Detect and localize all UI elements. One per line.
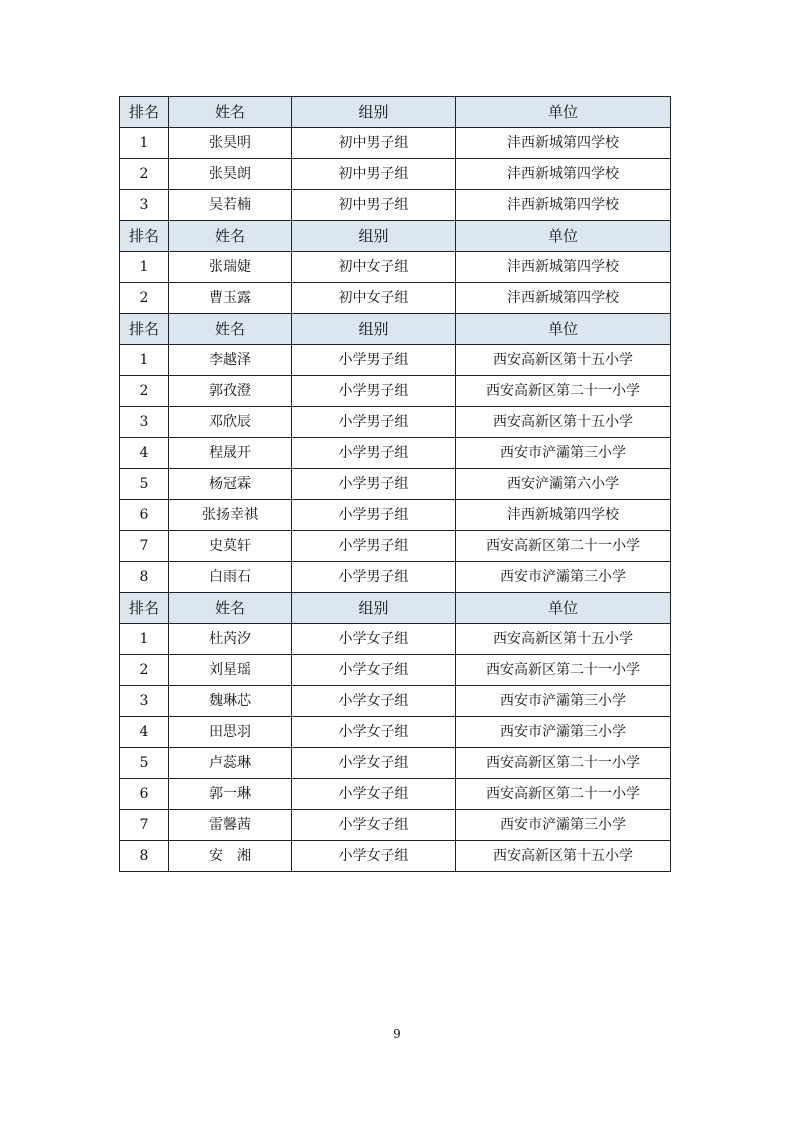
- cell-rank: 8: [120, 562, 169, 593]
- cell-rank: 5: [120, 748, 169, 779]
- cell-group: 小学女子组: [292, 748, 456, 779]
- cell-unit: 沣西新城第四学校: [456, 128, 671, 159]
- cell-rank: 1: [120, 624, 169, 655]
- cell-unit: 西安市浐灞第三小学: [456, 810, 671, 841]
- cell-group: 小学女子组: [292, 686, 456, 717]
- table-row: [120, 438, 671, 469]
- cell-unit: 西安高新区第二十一小学: [456, 531, 671, 562]
- cell-name: 史莫轩: [169, 531, 292, 562]
- cell-unit: 沣西新城第四学校: [456, 500, 671, 531]
- cell-rank: 1: [120, 128, 169, 159]
- cell-name: 杜芮汐: [169, 624, 292, 655]
- cell-group: 小学男子组: [292, 407, 456, 438]
- cell-group: 初中男子组: [292, 159, 456, 190]
- cell-unit: 西安高新区第十五小学: [456, 345, 671, 376]
- table-row: [120, 190, 671, 221]
- cell-rank: 7: [120, 531, 169, 562]
- cell-group: 小学男子组: [292, 376, 456, 407]
- header-cell-unit: 单位: [456, 97, 671, 128]
- cell-name: 雷馨茜: [169, 810, 292, 841]
- table-row: [120, 128, 671, 159]
- cell-group: 小学男子组: [292, 531, 456, 562]
- header-cell-group: 组别: [292, 314, 456, 345]
- cell-group: 初中女子组: [292, 252, 456, 283]
- cell-group: 小学女子组: [292, 717, 456, 748]
- cell-group: 小学男子组: [292, 438, 456, 469]
- cell-unit: 西安高新区第十五小学: [456, 624, 671, 655]
- table-row: [120, 748, 671, 779]
- cell-rank: 3: [120, 190, 169, 221]
- header-row: [120, 221, 671, 252]
- cell-rank: 2: [120, 159, 169, 190]
- cell-unit: 西安市浐灞第三小学: [456, 717, 671, 748]
- table-row: [120, 531, 671, 562]
- cell-rank: 6: [120, 779, 169, 810]
- table-row: [120, 252, 671, 283]
- table-row: [120, 779, 671, 810]
- header-cell-name: 姓名: [169, 314, 292, 345]
- results-table: [119, 96, 671, 872]
- cell-name: 曹玉露: [169, 283, 292, 314]
- cell-name: 郭一琳: [169, 779, 292, 810]
- cell-name: 安 湘: [169, 841, 292, 872]
- cell-unit: 西安高新区第二十一小学: [456, 748, 671, 779]
- table-row: [120, 407, 671, 438]
- cell-name: 吴若楠: [169, 190, 292, 221]
- cell-group: 初中男子组: [292, 190, 456, 221]
- cell-name: 卢蕊琳: [169, 748, 292, 779]
- cell-rank: 4: [120, 438, 169, 469]
- table-row: [120, 810, 671, 841]
- cell-unit: 西安高新区第十五小学: [456, 407, 671, 438]
- cell-rank: 2: [120, 376, 169, 407]
- cell-name: 魏琳芯: [169, 686, 292, 717]
- cell-group: 小学男子组: [292, 345, 456, 376]
- cell-rank: 1: [120, 345, 169, 376]
- cell-name: 邓欣辰: [169, 407, 292, 438]
- cell-unit: 沣西新城第四学校: [456, 283, 671, 314]
- table-row: [120, 686, 671, 717]
- header-cell-unit: 单位: [456, 314, 671, 345]
- page-number: 9: [393, 1027, 401, 1041]
- cell-name: 李越泽: [169, 345, 292, 376]
- table-row: [120, 159, 671, 190]
- cell-unit: 沣西新城第四学校: [456, 190, 671, 221]
- cell-name: 程晟开: [169, 438, 292, 469]
- cell-name: 郭孜澄: [169, 376, 292, 407]
- cell-group: 小学男子组: [292, 562, 456, 593]
- table-row: [120, 655, 671, 686]
- cell-unit: 沣西新城第四学校: [456, 159, 671, 190]
- cell-name: 张扬幸祺: [169, 500, 292, 531]
- cell-rank: 2: [120, 655, 169, 686]
- header-cell-unit: 单位: [456, 593, 671, 624]
- header-cell-group: 组别: [292, 593, 456, 624]
- header-cell-unit: 单位: [456, 221, 671, 252]
- table-row: [120, 562, 671, 593]
- cell-group: 小学女子组: [292, 841, 456, 872]
- cell-rank: 8: [120, 841, 169, 872]
- table-row: [120, 841, 671, 872]
- header-cell-group: 组别: [292, 221, 456, 252]
- cell-unit: 西安高新区第二十一小学: [456, 376, 671, 407]
- cell-unit: 西安浐灞第六小学: [456, 469, 671, 500]
- cell-group: 初中男子组: [292, 128, 456, 159]
- cell-unit: 西安市浐灞第三小学: [456, 562, 671, 593]
- cell-rank: 6: [120, 500, 169, 531]
- cell-unit: 西安市浐灞第三小学: [456, 438, 671, 469]
- header-cell-group: 组别: [292, 97, 456, 128]
- header-cell-rank: 排名: [120, 221, 169, 252]
- cell-unit: 西安市浐灞第三小学: [456, 686, 671, 717]
- cell-rank: 7: [120, 810, 169, 841]
- cell-name: 刘星瑶: [169, 655, 292, 686]
- cell-group: 小学女子组: [292, 810, 456, 841]
- table-row: [120, 717, 671, 748]
- table-row: [120, 500, 671, 531]
- cell-name: 杨冠霖: [169, 469, 292, 500]
- table-row: [120, 283, 671, 314]
- table-row: [120, 376, 671, 407]
- cell-group: 初中女子组: [292, 283, 456, 314]
- header-row: [120, 314, 671, 345]
- cell-group: 小学女子组: [292, 779, 456, 810]
- cell-rank: 3: [120, 686, 169, 717]
- cell-unit: 西安高新区第二十一小学: [456, 779, 671, 810]
- cell-rank: 1: [120, 252, 169, 283]
- cell-name: 张昊明: [169, 128, 292, 159]
- cell-group: 小学女子组: [292, 624, 456, 655]
- cell-rank: 3: [120, 407, 169, 438]
- cell-rank: 4: [120, 717, 169, 748]
- cell-name: 田思羽: [169, 717, 292, 748]
- header-cell-rank: 排名: [120, 97, 169, 128]
- header-cell-name: 姓名: [169, 593, 292, 624]
- cell-group: 小学男子组: [292, 469, 456, 500]
- cell-name: 张昊朗: [169, 159, 292, 190]
- header-cell-rank: 排名: [120, 314, 169, 345]
- table-row: [120, 345, 671, 376]
- cell-group: 小学女子组: [292, 655, 456, 686]
- cell-unit: 西安高新区第十五小学: [456, 841, 671, 872]
- cell-name: 张瑞婕: [169, 252, 292, 283]
- header-row: [120, 97, 671, 128]
- header-row: [120, 593, 671, 624]
- table-row: [120, 469, 671, 500]
- header-cell-name: 姓名: [169, 97, 292, 128]
- cell-unit: 沣西新城第四学校: [456, 252, 671, 283]
- results-table-body: [120, 97, 671, 872]
- header-cell-rank: 排名: [120, 593, 169, 624]
- cell-group: 小学男子组: [292, 500, 456, 531]
- cell-rank: 2: [120, 283, 169, 314]
- cell-rank: 5: [120, 469, 169, 500]
- table-row: [120, 624, 671, 655]
- cell-unit: 西安高新区第二十一小学: [456, 655, 671, 686]
- header-cell-name: 姓名: [169, 221, 292, 252]
- cell-name: 白雨石: [169, 562, 292, 593]
